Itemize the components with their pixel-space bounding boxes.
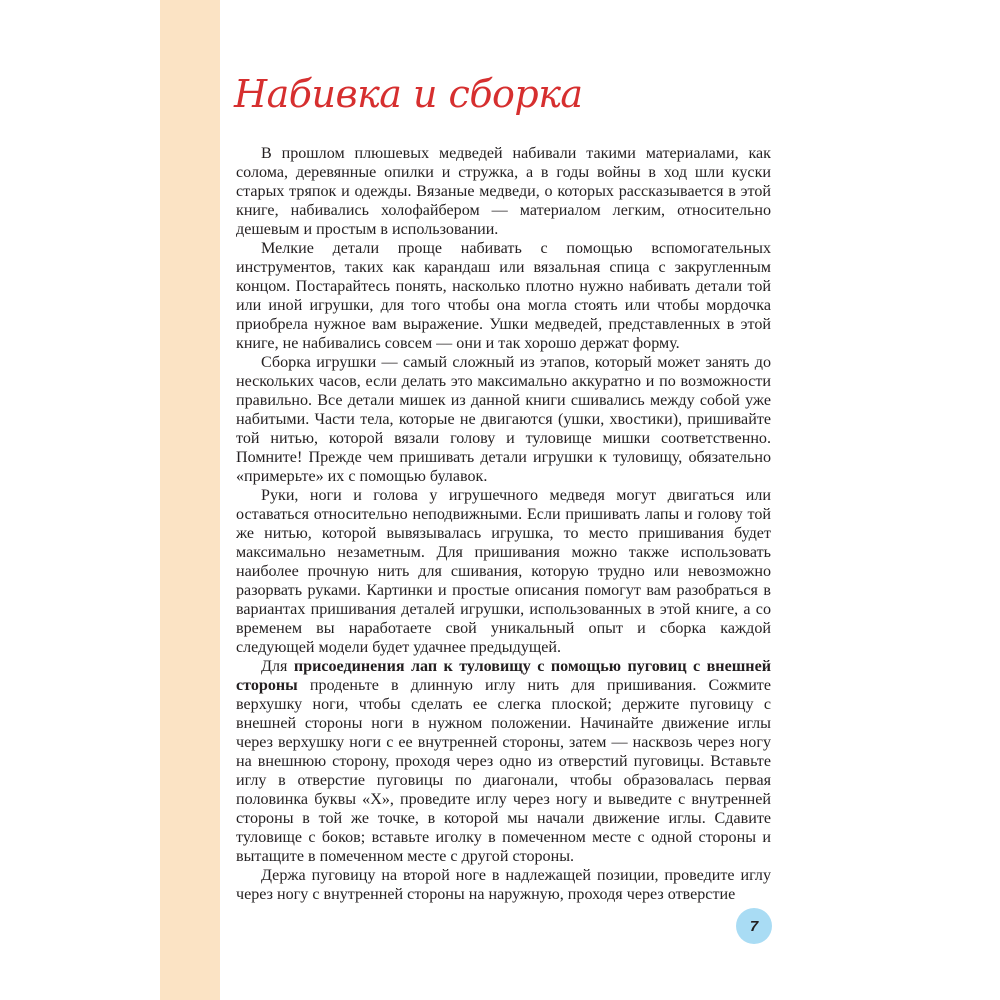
paragraph-rest-text: проденьте в длинную иглу нить для пришивания. Сожмите верхушку ноги, чтобы сделать ее слегка плоской; держите пуговицу с внешней стороны ноги в нужном положении. Начинайте движение иглы через верхушку ноги с ее внутренней стороны, затем — насквозь через ногу на внешнюю сторону, проходя через одно из отверстий пуговицы. Вставьте иглу в отверстие пуговицы по диагонали, чтобы образовалась первая половинка буквы «Х», проведите иглу через ногу и выведите с внутренней стороны в той же точке, в которой мы начали движение иглы. Сдавите туловище с боков; вставьте иголку в помеченном месте с одной стороны и вытащите в помеченном месте с другой стороны. [236,677,771,865]
paragraph-small-parts: Мелкие детали проще набивать с помощью вспомогательных инструментов, таких как карандаш или вязальная спица с закругленным концом. Постарайтесь понять, насколько плотно нужно набивать детали той или иной игрушки, для того чтобы она могла стоять или чтобы мордочка приобрела нужное вам выражение. Ушки медведей, представленных в этой книге, не набивались совсем — они и так хорошо держат форму. [236,240,771,352]
page-number-badge: 7 [736,908,772,944]
paragraph-stuffing-history: В прошлом плюшевых медведей набивали такими материалами, как солома, деревянные опилки и стружка, а в годы войны в ход шли куски старых тряпок и одежды. Вязаные медведи, о которых рассказывается в этой книге, набивались холофайбером — материалом легким, относительно дешевым и простым в использовании. [236,145,771,238]
paragraph-lead-text: Для [261,658,294,675]
paragraph-second-leg: Держа пуговицу на второй ноге в надлежащей позиции, проведите иглу через ногу с внутренней стороны на наружную, проходя через отверстие [236,867,771,903]
paragraph-button-joints [236,657,771,866]
body-text [236,144,771,904]
bold-term: присоединения лап к туловищу с помощью пуговиц с внешней стороны [236,658,771,694]
decorative-side-band [160,0,220,1000]
paragraph-joints: Руки, ноги и голова у игрушечного медведя могут двигаться или оставаться относительно неподвижными. Если пришивать лапы и голову той же нитью, которой вывязывалась игрушка, то место пришивания будет максимально незаметным. Для пришивания можно также использовать наиболее прочную нить для сшивания, которую трудно или невозможно разорвать руками. Картинки и простые описания помогут вам разобраться в вариантах пришивания деталей игрушки, использованных в этой книге, а со временем вы наработаете свой уникальный опыт и сборка каждой следующей модели будет удачнее предыдущей. [236,487,771,656]
paragraph-assembly: Сборка игрушки — самый сложный из этапов, который может занять до нескольких часов, если делать это максимально аккуратно и по возможности правильно. Все детали мишек из данной книги сшивались между собой уже набитыми. Части тела, которые не двигаются (ушки, хвостики), пришивайте той нитью, которой вязали голову и туловище мишки соответственно. Помните! Прежде чем пришивать детали игрушки к туловищу, обязательно «примерьте» их с помощью булавок. [236,354,771,485]
page-title: Набивка и сборка [234,72,583,116]
